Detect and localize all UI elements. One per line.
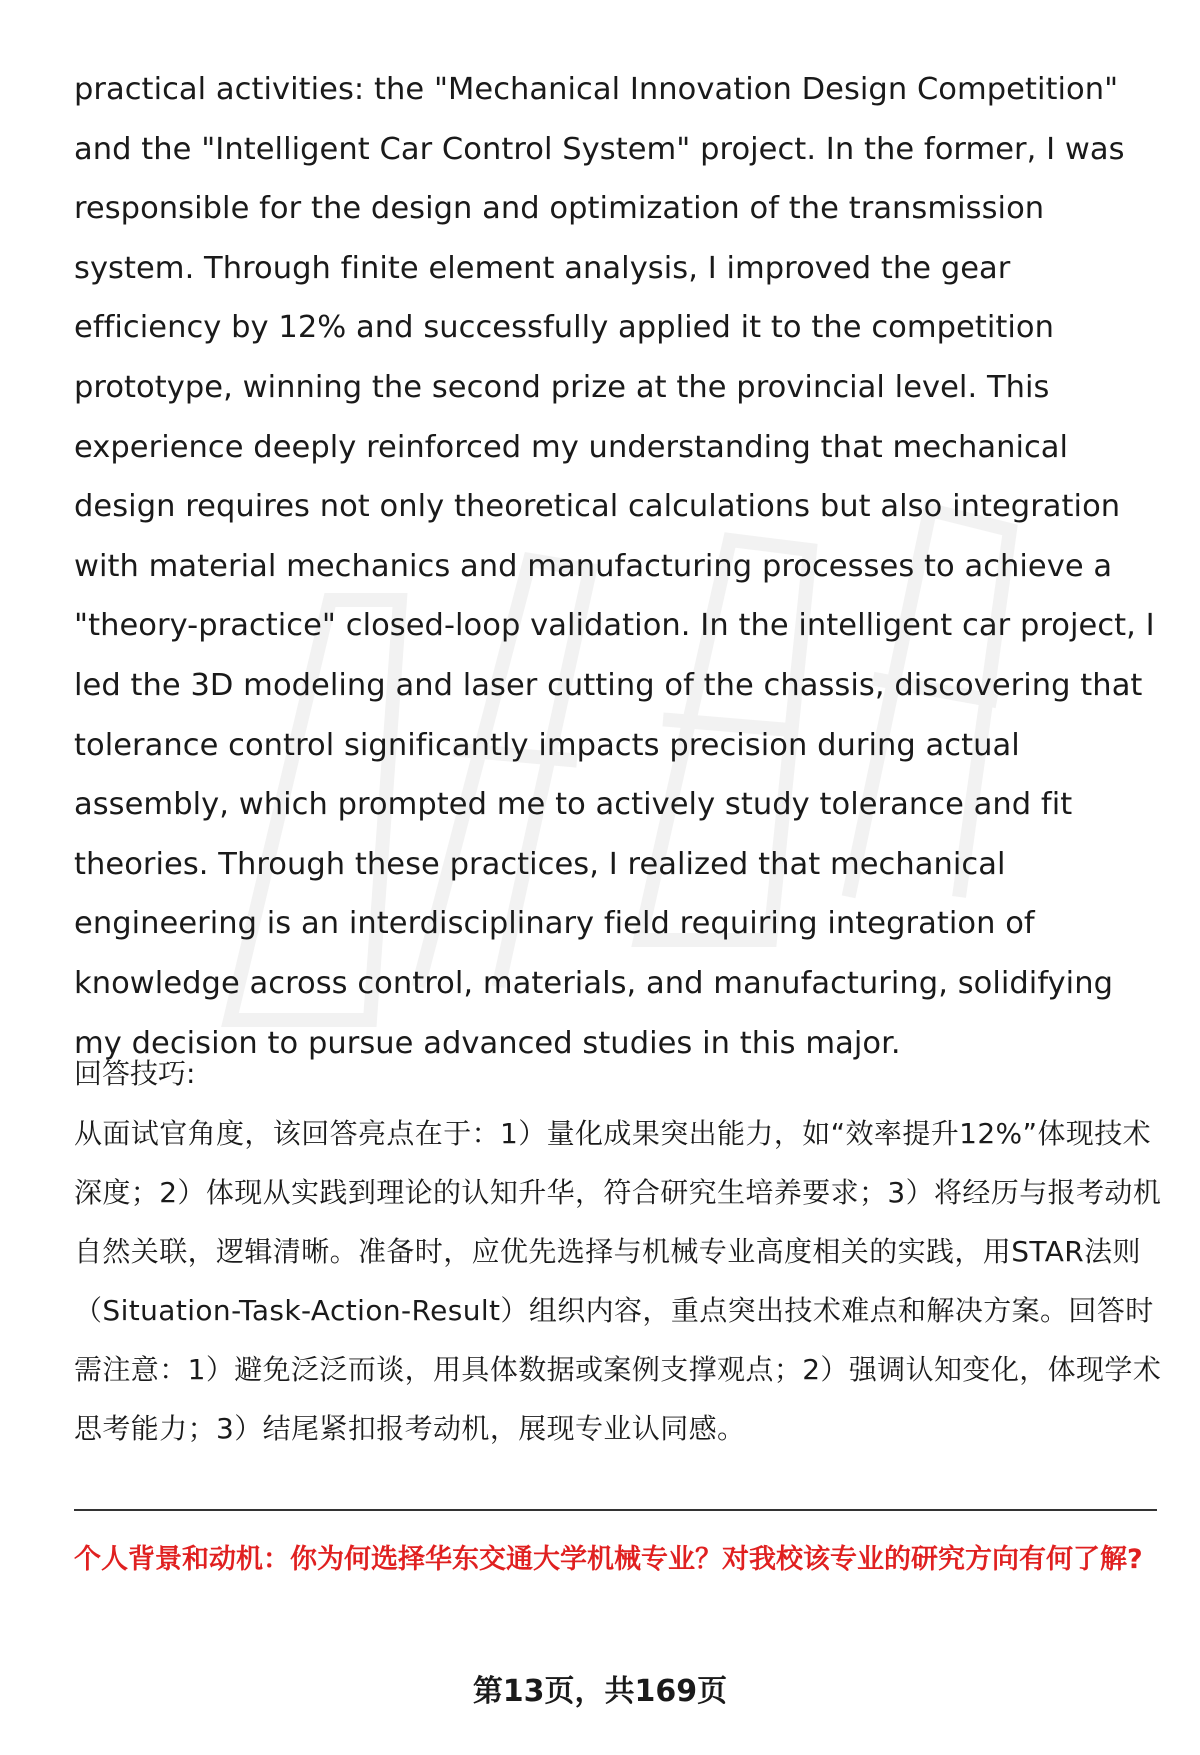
next-question-heading: 个人背景和动机：你为何选择华东交通大学机械专业？对我校该专业的研究方向有何了解? [74, 1544, 1143, 1575]
section-divider [74, 1509, 1157, 1511]
page-number: 第13页，共169页 [472, 1674, 728, 1709]
answer-paragraph: practical activities: the "Mechanical Innovation Design Competition" and the "Intelligent Car Control System" project. In the former, I was responsible for the design and optimization of the transmission system. Through finite element analysis, I improved the gear efficiency by 12% and successfully applied it to the competition prototype, winning the second prize at the provincial level. This experience deeply reinforced my understanding that mechanical design requires not only theoretical calculations but also integration with material mechanics and manufacturing processes to achieve a "theory-practice" closed-loop validation. In the intelligent car project, I led the 3D modeling and laser cutting of the chassis, discovering that tolerance control significantly impacts precision during actual assembly, which prompted me to actively study tolerance and fit theories. Through these practices, I realized that mechanical engineering is an interdisciplinary field requiring integration of knowledge across control, materials, and manufacturing, solidifying my decision to pursue advanced studies in this major. [74, 72, 1155, 1061]
tips-heading: 回答技巧: [74, 1057, 196, 1090]
tips-paragraph: 从面试官角度，该回答亮点在于：1）量化成果突出能力，如“效率提升12%”体现技术深度；2）体现从实践到理论的认知升华，符合研究生培养要求；3）将经历与报考动机自然关联，逻辑清晰。准备时，应优先选择与机械专业高度相关的实践，用STAR法则（Situation-Task-Action-Result）组织内容，重点突出技术难点和解决方案。回答时需注意：1）避免泛泛而谈，用具体数据或案例支撑观点；2）强调认知变化，体现学术思考能力；3）结尾紧扣报考动机，展现专业认同感。 [74, 1117, 1162, 1445]
